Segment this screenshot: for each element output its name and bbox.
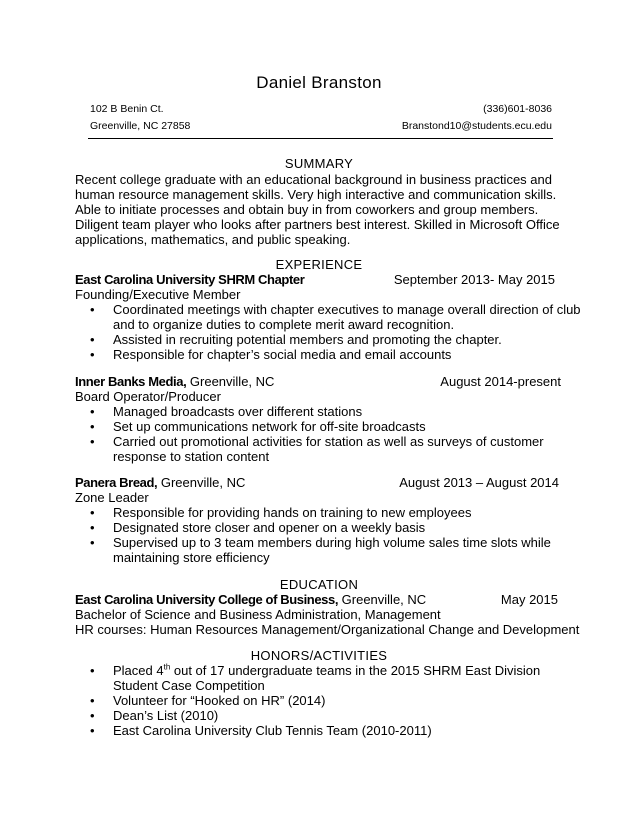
list-item: • Coordinated meetings with chapter executives to manage overall direction of club xyxy=(90,302,581,317)
education-degree: Bachelor of Science and Business Administration, Management xyxy=(75,607,441,622)
bullet-icon: • xyxy=(90,693,95,708)
address-line-1: 102 B Benin Ct. xyxy=(90,103,164,115)
bullet-icon: • xyxy=(90,520,95,535)
job-bullet-list xyxy=(75,404,544,464)
list-item: • Volunteer for “Hooked on HR” (2014) xyxy=(90,693,326,708)
bullet-icon: • xyxy=(90,302,95,317)
honors-heading: HONORS/ACTIVITIES xyxy=(250,648,388,663)
email-address: Branstond10@students.ecu.edu xyxy=(401,120,552,132)
job-role: Zone Leader xyxy=(75,490,149,505)
education-location: Greenville, NC xyxy=(338,592,427,607)
summary-line: human resource management skills. Very high interactive and communication skills. xyxy=(75,187,557,202)
summary-line: Able to initiate processes and obtain buy in from coworkers and group members. xyxy=(75,202,539,217)
list-item: • Designated store closer and opener on a weekly basis xyxy=(90,520,426,535)
job-header xyxy=(75,475,245,490)
list-item-continuation: response to station content xyxy=(113,449,270,464)
header-divider xyxy=(88,138,553,139)
education-dates: May 2015 xyxy=(500,592,558,607)
bullet-icon: • xyxy=(90,723,95,738)
list-item: • Placed 4th out of 17 undergraduate teams in the 2015 SHRM East Division xyxy=(90,662,541,678)
education-header xyxy=(75,592,426,607)
bullet-icon: • xyxy=(90,347,95,362)
job-header xyxy=(75,374,274,389)
job-location: Greenville, NC xyxy=(157,475,246,490)
job-dates: August 2013 – August 2014 xyxy=(399,475,559,490)
job-dates: August 2014-present xyxy=(440,374,561,389)
summary-line: Recent college graduate with an educational background in business practices and xyxy=(75,172,552,187)
list-item: • Dean’s List (2010) xyxy=(90,708,219,723)
bullet-icon: • xyxy=(90,404,95,419)
job-bullet-list xyxy=(75,302,581,362)
list-item: • Responsible for providing hands on training to new employees xyxy=(90,505,472,520)
education-courses: HR courses: Human Resources Management/Organizational Change and Development xyxy=(75,622,580,637)
list-item-continuation: maintaining store efficiency xyxy=(113,550,270,565)
summary-heading: SUMMARY xyxy=(284,156,354,171)
education-heading: EDUCATION xyxy=(279,577,359,592)
job-role: Board Operator/Producer xyxy=(75,389,221,404)
list-item: • Managed broadcasts over different stations xyxy=(90,404,363,419)
job-organization: East Carolina University SHRM Chapter xyxy=(75,272,305,287)
bullet-icon: • xyxy=(90,419,95,434)
bullet-icon: • xyxy=(90,535,95,550)
list-item-continuation: and to organize duties to complete merit award recognition. xyxy=(113,317,455,332)
job-dates: September 2013- May 2015 xyxy=(393,272,555,287)
job-organization: Panera Bread, xyxy=(75,475,158,490)
job-role: Founding/Executive Member xyxy=(75,287,241,302)
phone-number: (336)601-8036 xyxy=(483,103,552,115)
job-header xyxy=(75,272,304,287)
job-organization: Inner Banks Media, xyxy=(75,374,187,389)
summary-line: Diligent team player who looks after partners best interest. Skilled in Microsoft Office xyxy=(75,217,560,232)
list-item: • East Carolina University Club Tennis Team (2010-2011) xyxy=(90,723,432,738)
list-item-continuation: Student Case Competition xyxy=(113,678,265,693)
list-item: • Set up communications network for off-site broadcasts xyxy=(90,419,426,434)
list-item: • Supervised up to 3 team members during high volume sales time slots while xyxy=(90,535,551,550)
candidate-name: Daniel Branston xyxy=(256,73,382,92)
list-item: • Assisted in recruiting potential members and promoting the chapter. xyxy=(90,332,502,347)
education-institution: East Carolina University College of Business, xyxy=(75,592,339,607)
list-item: • Carried out promotional activities for station as well as surveys of customer xyxy=(90,434,544,449)
job-bullet-list xyxy=(75,505,551,565)
address-line-2: Greenville, NC 27858 xyxy=(90,120,191,132)
experience-heading: EXPERIENCE xyxy=(275,257,363,272)
job-location: Greenville, NC xyxy=(186,374,275,389)
bullet-icon: • xyxy=(90,663,95,678)
honors-list xyxy=(75,663,540,738)
bullet-icon: • xyxy=(90,505,95,520)
summary-line: applications, mathematics, and public speaking. xyxy=(75,232,351,247)
bullet-icon: • xyxy=(90,332,95,347)
list-item: • Responsible for chapter’s social media and email accounts xyxy=(90,347,452,362)
bullet-icon: • xyxy=(90,708,95,723)
bullet-icon: • xyxy=(90,434,95,449)
